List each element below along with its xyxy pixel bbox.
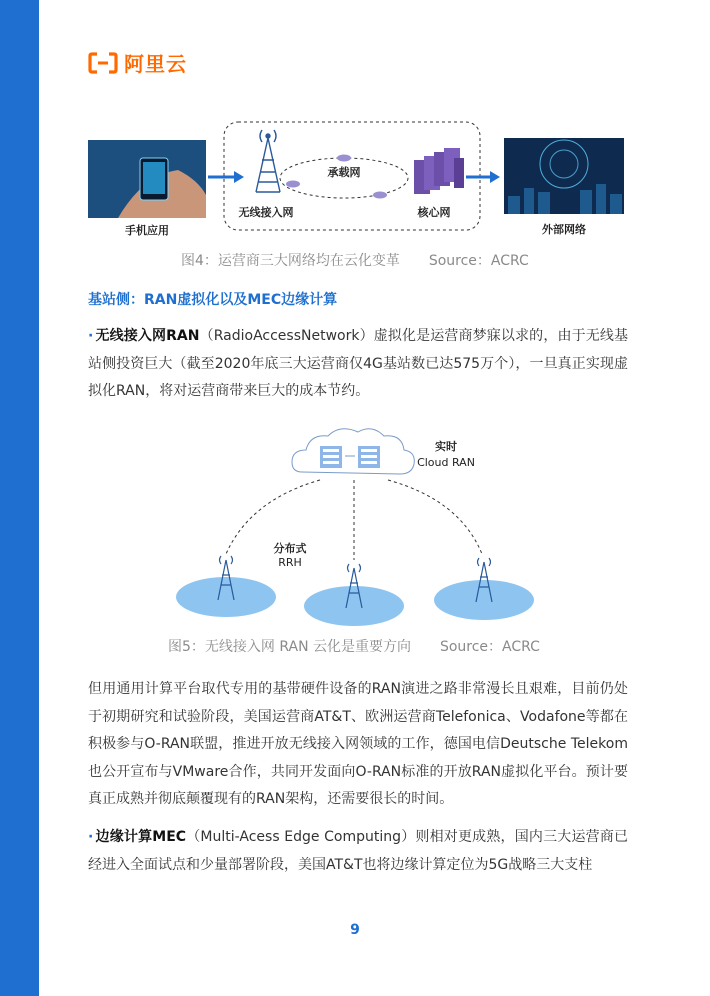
left-sidebar-bar (0, 0, 39, 996)
section-heading: 基站侧：RAN虚拟化以及MEC边缘计算 (88, 292, 338, 308)
bullet-dot: · (88, 829, 94, 845)
figure5-caption-text: 图5：无线接入网 RAN 云化是重要方向 (168, 639, 412, 655)
cell-coverage-left (176, 577, 276, 617)
mobile-app-label: 手机应用 (125, 224, 169, 237)
bullet-paragraph-ran (88, 323, 628, 406)
bullet-dot: · (88, 328, 94, 344)
figure5-caption (168, 636, 540, 656)
arrow-head-icon (234, 171, 244, 183)
cell-coverage-right (434, 580, 534, 620)
bullet-body: （RadioAccessNetwork）虚拟化是运营商梦寐以求的，由于无线基站侧投资巨大（截至2020年底三大运营商仅4G基站数已达575万个），一旦真正实现虚拟化RAN，将对运营商带来巨大的成本节约。 (88, 328, 628, 399)
fronthaul-link-right (388, 480, 482, 554)
figure4-caption (181, 250, 529, 270)
mobile-app-photo (88, 140, 206, 218)
figure5-source-text: Source：ACRC (439, 639, 540, 655)
server-rack-icon (320, 446, 342, 468)
core-network-label: 核心网 (417, 206, 451, 219)
realtime-label: 实时 (435, 440, 457, 453)
bullet-title: 边缘计算MEC (95, 829, 187, 845)
figure4-network-diagram (88, 120, 624, 260)
figure4-source-text: Source：ACRC (428, 253, 529, 269)
brand-name: 阿里云 (124, 52, 187, 76)
page-number: 9 (350, 922, 360, 938)
cloud-ran-label: Cloud RAN (417, 456, 475, 469)
radio-access-network-label: 无线接入网 (238, 206, 294, 219)
external-network-label: 外部网络 (542, 223, 586, 236)
distributed-label: 分布式 (273, 542, 307, 555)
arrow-head-icon (490, 171, 500, 183)
cell-coverage-center (304, 586, 404, 626)
figure5-cloud-ran-diagram (170, 420, 550, 630)
cloud-icon (292, 429, 414, 474)
radio-tower-icon (256, 130, 280, 192)
body-paragraph: 但用通用计算平台取代专用的基带硬件设备的RAN演进之路非常漫长且艰难，目前仍处于初期研究和试验阶段，美国运营商AT&T、欧洲运营商Telefonica、Vodafone等都在积极参与O-RAN联盟，推进开放无线接入网领域的工作，德国电信Deutsche Telekom也公开宣布与VMware合作，共同开发面向O-RAN标准的开放RAN虚拟化平台。预计要真正成熟并彻底颠覆现有的RAN架构，还需要很长的时间。 (88, 681, 628, 807)
server-rack-icon (358, 446, 380, 468)
bearer-network-label: 承载网 (327, 166, 361, 179)
router-icon (337, 155, 351, 162)
router-icon (373, 192, 387, 199)
bullet-paragraph-mec (88, 824, 628, 879)
rrh-label: RRH (278, 556, 302, 569)
brand-logo (88, 48, 187, 77)
external-network-photo (504, 138, 624, 214)
core-network-servers-icon (414, 148, 464, 194)
router-icon (286, 181, 300, 188)
bullet-title: 无线接入网RAN (95, 328, 200, 344)
bullet-body: （Multi-Acess Edge Computing）则相对更成熟，国内三大运营商已经进入全面试点和少量部署阶段，美国AT&T也将边缘计算定位为5G战略三大支柱 (88, 829, 628, 873)
figure4-caption-text: 图4：运营商三大网络均在云化变革 (181, 253, 400, 269)
aliyun-logo-icon (88, 52, 118, 74)
